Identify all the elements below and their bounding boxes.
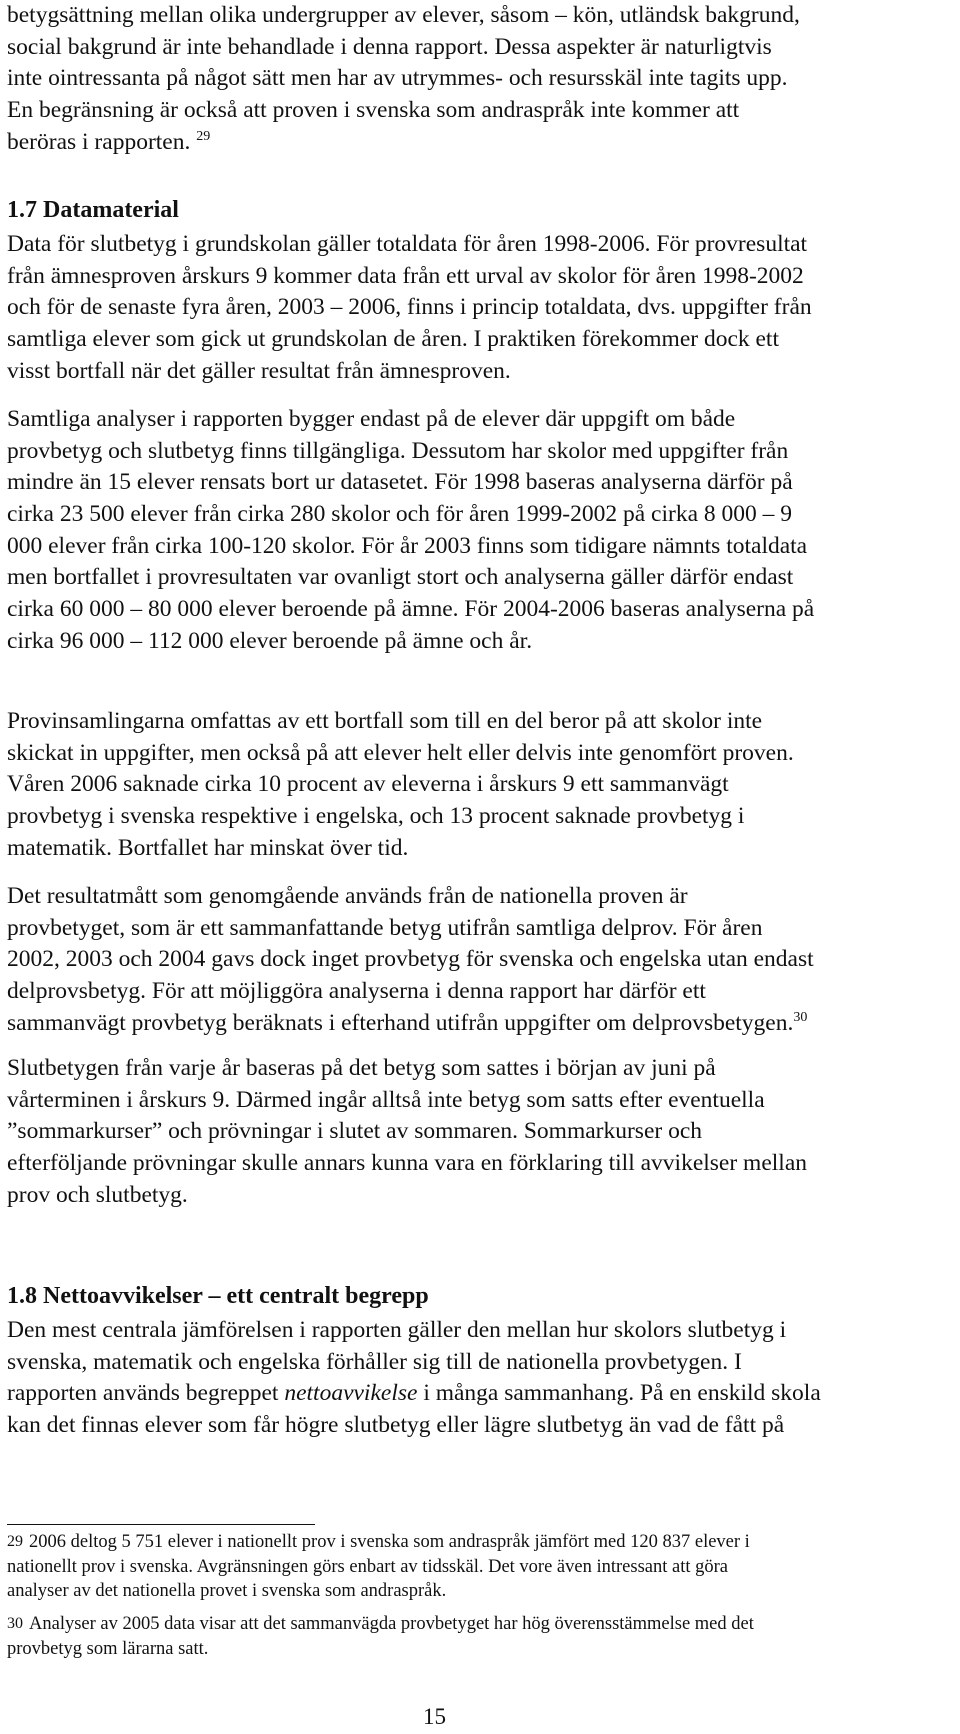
text-line: 000 elever från cirka 100-120 skolor. För år 2003 finns som tidigare nämnts totaldata xyxy=(7,532,808,559)
section-heading-1-8: 1.8 Nettoavvikelser – ett centralt begrepp xyxy=(7,1283,429,1309)
text-line: och för de senaste fyra åren, 2003 – 2006, finns i princip totaldata, dvs. uppgifter från xyxy=(7,294,812,321)
text-segment: Analyser av 2005 data visar att det sammanvägda provbetyget har hög överensstämmelse med det xyxy=(29,1614,754,1634)
term-nettoavvikelse: nettoavvikelse xyxy=(284,1380,418,1407)
text-line: från ämnesproven årskurs 9 kommer data från ett urval av skolor för åren 1998-2002 xyxy=(7,262,804,289)
footnote-number: 30 xyxy=(7,1615,23,1632)
text-line: social bakgrund är inte behandlade i denna rapport. Dessa aspekter är naturligtvis xyxy=(7,33,772,60)
text-segment: rapporten används begreppet xyxy=(7,1380,285,1407)
text-line: Det resultatmått som genomgående används från de nationella proven är xyxy=(7,883,688,909)
text-line: cirka 96 000 – 112 000 elever beroende på ämne och år. xyxy=(7,627,533,654)
text-line: Data för slutbetyg i grundskolan gäller totaldata för åren 1998-2006. För provresultat xyxy=(7,231,808,257)
text-line: Samtliga analyser i rapporten bygger endast på de elever där uppgift om både xyxy=(7,406,736,432)
text-line: analyser av det nationella provet i svenska som andraspråk. xyxy=(7,1581,447,1601)
text-line: provbetyg och slutbetyg finns tillgängliga. Dessutom har skolor med uppgifter från xyxy=(7,437,789,464)
text-line: skickat in uppgifter, men också på att elever helt eller delvis inte genomfört proven. xyxy=(7,739,794,766)
text-line: provbetyg som lärarna satt. xyxy=(7,1638,209,1659)
text-line: Våren 2006 saknade cirka 10 procent av eleverna i årskurs 9 ett sammanvägt xyxy=(7,771,729,798)
text-line: Den mest centrala jämförelsen i rapporten gäller den mellan hur skolors slutbetyg i xyxy=(7,1317,787,1343)
text-line: kan det finnas elever som får högre slutbetyg eller lägre slutbetyg än vad de fått på xyxy=(7,1412,785,1439)
text-line: delprovsbetyg. För att möjliggöra analyserna i denna rapport har därför ett xyxy=(7,978,706,1005)
paragraph-intro xyxy=(7,0,942,158)
paragraph-1-7-e xyxy=(7,1053,942,1211)
text-line: provbetyg i svenska respektive i engelska, och 13 procent saknade provbetyg i xyxy=(7,803,745,830)
text-segment: beröras i rapporten. xyxy=(7,128,191,155)
section-heading-1-7: 1.7 Datamaterial xyxy=(7,197,179,223)
text-line: efterföljande prövningar skulle annars kunna vara en förklaring till avvikelser mellan xyxy=(7,1150,808,1177)
footnote-29 xyxy=(7,1530,942,1604)
footnote-30 xyxy=(7,1612,942,1661)
text-line: betygsättning mellan olika undergrupper av elever, såsom – kön, utländsk bakgrund, xyxy=(7,2,800,28)
text-line: En begränsning är också att proven i svenska som andraspråk inte kommer att xyxy=(7,97,740,124)
footnote-ref-29[interactable]: 29 xyxy=(196,128,211,144)
text-line: vårterminen i årskurs 9. Därmed ingår alltså inte betyg som satts efter eventuella xyxy=(7,1086,765,1113)
text-line: matematik. Bortfallet har minskat över tid. xyxy=(7,834,409,861)
footnote-ref-30[interactable]: 30 xyxy=(793,1009,808,1025)
text-line: inte ointressanta på något sätt men har av utrymmes- och resursskäl inte tagits upp. xyxy=(7,65,788,92)
text-line xyxy=(7,1612,942,1637)
text-line: svenska, matematik och engelska förhåller sig till de nationella provbetygen. I xyxy=(7,1348,742,1375)
text-segment: 2006 deltog 5 751 elever i nationellt prov i svenska som andraspråk jämfört med 120 837 elever i xyxy=(29,1532,750,1552)
text-line: Provinsamlingarna omfattas av ett bortfall som till en del beror på att skolor inte xyxy=(7,708,763,734)
text-segment: i många sammanhang. På en enskild skola xyxy=(417,1380,821,1407)
text-line: prov och slutbetyg. xyxy=(7,1181,188,1208)
paragraph-1-7-a xyxy=(7,229,942,387)
footnote-number: 29 xyxy=(7,1533,23,1550)
paragraph-1-7-c xyxy=(7,706,942,864)
text-line: ”sommarkurser” och prövningar i slutet av sommaren. Sommarkurser och xyxy=(7,1118,703,1145)
text-line: nationellt prov i svenska. Avgränsningen görs enbart av tidsskäl. Det vore även intressant att göra xyxy=(7,1556,728,1577)
text-line: provbetyget, som är ett sammanfattande betyg utifrån samtliga delprov. För åren xyxy=(7,914,763,941)
paragraph-1-7-b xyxy=(7,404,942,658)
text-line: cirka 60 000 – 80 000 elever beroende på ämne. För 2004-2006 baseras analyserna på xyxy=(7,596,815,623)
text-line: cirka 23 500 elever från cirka 280 skolor och för åren 1999-2002 på cirka 8 000 – 9 xyxy=(7,501,793,528)
text-line xyxy=(7,1378,942,1410)
text-line: samtliga elever som gick ut grundskolan de åren. I praktiken förekommer dock ett xyxy=(7,326,779,353)
text-line: 2002, 2003 och 2004 gavs dock inget provbetyg för svenska och engelska utan endast xyxy=(7,946,814,973)
text-segment: sammanvägt provbetyg beräknats i efterhand utifrån uppgifter om delprovsbetygen. xyxy=(7,1009,794,1036)
text-line xyxy=(7,127,942,159)
page-number: 15 xyxy=(423,1704,446,1729)
text-line: men bortfallet i provresultaten var ovanligt stort och analyserna gäller därför endast xyxy=(7,564,794,591)
paragraph-1-7-d xyxy=(7,881,942,1039)
paragraph-1-8 xyxy=(7,1315,942,1442)
text-line: Slutbetygen från varje år baseras på det betyg som sattes i början av juni på xyxy=(7,1055,716,1081)
footnote-separator xyxy=(7,1524,315,1525)
text-line xyxy=(7,1530,942,1555)
text-line: visst bortfall när det gäller resultat från ämnesproven. xyxy=(7,357,511,384)
text-line xyxy=(7,1008,942,1040)
text-line: mindre än 15 elever rensats bort ur datasetet. För 1998 baseras analyserna därför på xyxy=(7,469,793,496)
